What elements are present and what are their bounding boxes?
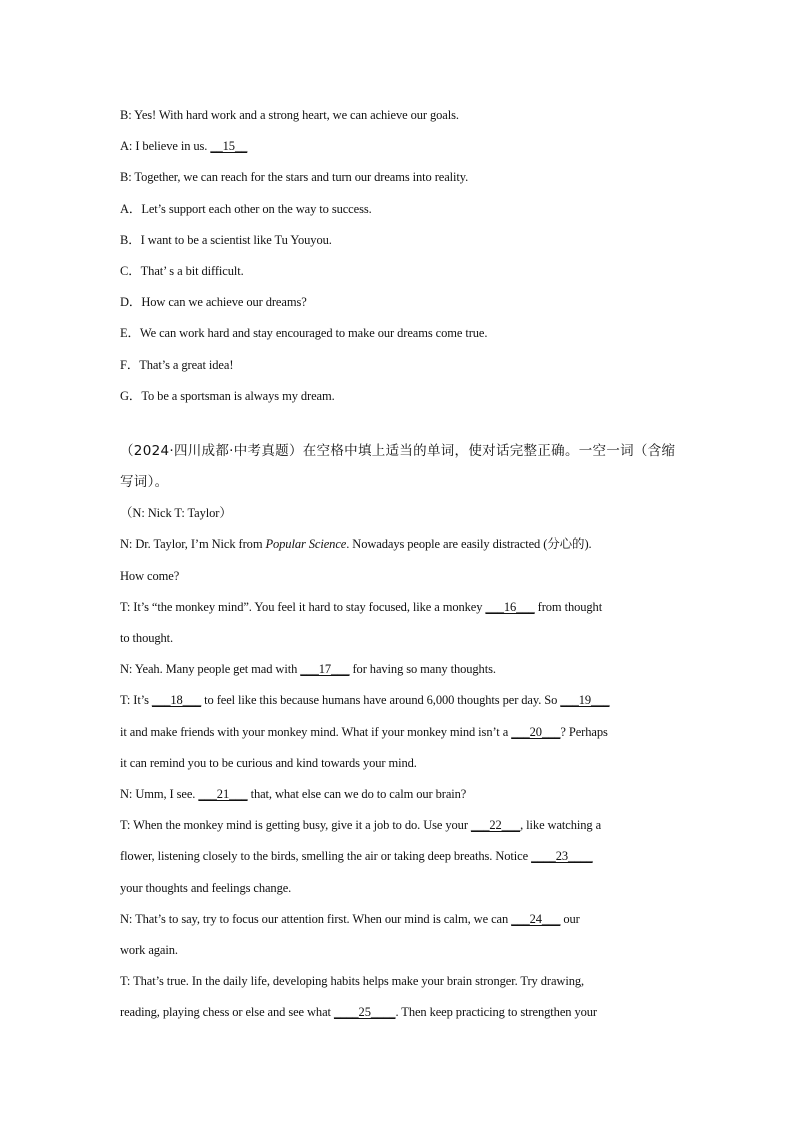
dialogue-text: to feel like this because humans have around 6,000 thoughts per day. So [201,693,561,708]
option-d: D．How can we achieve our dreams? [120,295,307,310]
dialogue-t2-cont2: it can remind you to be curious and kind towards your mind. [120,755,417,770]
dialogue-n1-cont: How come? [120,568,180,583]
dialogue-line-b1: B: Yes! With hard work and a strong heart, we can achieve our goals. [120,108,459,122]
blank-17[interactable]: ___17___ [300,662,350,677]
dialogue-line-a-blank-15 [120,131,676,162]
option-a: A．Let’s support each other on the way to success. [120,201,372,216]
option-f: F．That’s a great idea! [120,357,234,372]
dialogue-text: N: That’s to say, try to focus our attention first. When our mind is calm, we can [120,911,512,926]
blank-16[interactable]: ___16___ [485,599,535,614]
dialogue-text: reading, playing chess or else and see what [120,1005,334,1020]
option-b: B．I want to be a scientist like Tu Youyou. [120,232,332,247]
dialogue-text: that, what else can we do to calm our brain? [247,786,467,801]
dialogue-t3-cont2: your thoughts and feelings change. [120,880,292,895]
dialogue-text: flower, listening closely to the birds, smelling the air or taking deep breaths. Notice [120,849,532,864]
dialogue-text: ? Perhaps [560,724,608,739]
dialogue-n4 [120,904,676,935]
dialogue-n1 [120,529,676,560]
dialogue-n3 [120,779,676,810]
dialogue-n4-cont: work again. [120,942,178,957]
blank-19[interactable]: ___19___ [560,693,610,708]
dialogue-text: N: Yeah. Many people get mad with [120,662,301,677]
blank-18[interactable]: ___18___ [151,693,202,708]
speakers-note: （N: Nick T: Taylor） [120,506,232,521]
magazine-name: Popular Science [265,537,347,552]
blank-15[interactable]: __15__ [210,139,248,154]
dialogue-text: for having so many thoughts. [349,662,496,677]
dialogue-text: A: I believe in us. [120,139,211,154]
dialogue-t2 [120,685,676,716]
section-instruction: （2024·四川成都·中考真题）在空格中填上适当的单词，使对话完整正确。一空一词（含缩 [120,442,676,459]
dialogue-t3 [120,810,676,841]
dialogue-text: our [560,911,580,926]
section-gap [120,412,676,436]
section-instruction-cont: 写词）。 [120,474,169,491]
dialogue-t1-cont: to thought. [120,631,174,645]
dialogue-line-b2: B: Together, we can reach for the stars and turn our dreams into reality. [120,170,469,185]
option-g: G．To be a sportsman is always my dream. [120,388,335,403]
dialogue-n2 [120,654,676,685]
dialogue-text: , like watching a [520,818,602,833]
blank-24[interactable]: ___24___ [511,911,561,926]
dialogue-text: . Nowadays people are easily distracted (分心的). [346,537,592,552]
dialogue-text: it and make friends with your monkey mind. What if your monkey mind isn’t a [120,724,512,739]
blank-21[interactable]: ___21___ [198,786,248,801]
dialogue-text: N: Dr. Taylor, I’m Nick from [120,537,266,552]
dialogue-text: T: It’s [120,693,152,708]
blank-20[interactable]: ___20___ [511,724,561,739]
dialogue-text: T: It’s “the monkey mind”. You feel it hard to stay focused, like a monkey [120,599,486,614]
blank-22[interactable]: ___22___ [470,818,521,833]
dialogue-t4: T: That’s true. In the daily life, developing habits helps make your brain stronger. Try drawing, [120,974,585,989]
dialogue-text: T: When the monkey mind is getting busy, give it a job to do. Use your [120,818,471,833]
dialogue-t4-cont [120,997,676,1028]
dialogue-t2-cont [120,717,676,748]
dialogue-text: N: Umm, I see. [120,786,199,801]
dialogue-text: from thought [534,599,603,614]
dialogue-text: . Then keep practicing to strengthen your [395,1005,597,1020]
blank-25[interactable]: ____25____ [333,1005,396,1020]
dialogue-t3-cont [120,841,676,872]
option-c: C．That’ s a bit difficult. [120,263,244,278]
blank-23[interactable]: ____23____ [531,849,593,864]
document-page [120,100,676,1028]
option-e: E．We can work hard and stay encouraged to make our dreams come true. [120,326,488,341]
dialogue-t1 [120,592,676,623]
